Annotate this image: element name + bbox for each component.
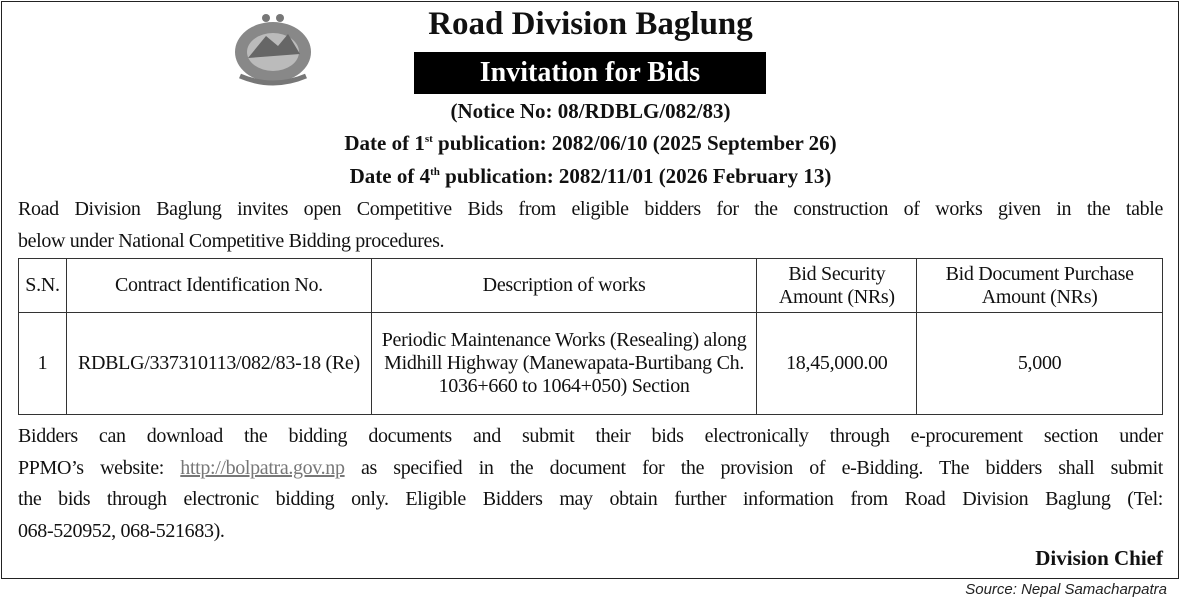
table-header-row xyxy=(19,259,1163,313)
text: publication: 2082/11/01 (2026 February 13) xyxy=(439,164,832,188)
instructions-line: Bidders can download the bidding documents and submit their bids electronically through e-procurement section under xyxy=(18,425,1163,447)
signature: Division Chief xyxy=(1035,546,1163,570)
header-purchase-amount: Bid Document Purchase Amount (NRs) xyxy=(917,259,1163,313)
ifb-banner: Invitation for Bids xyxy=(414,52,766,94)
text: as specified in the document for the provision of e-Bidding. The bidders shall submit xyxy=(344,456,1163,479)
intro-line: below under National Competitive Bidding procedures. xyxy=(18,229,445,252)
header-bid-security: Bid Security Amount (NRs) xyxy=(757,259,917,313)
cell-sn: 1 xyxy=(19,313,67,415)
instructions-line: 068-520952, 068-521683). xyxy=(18,519,225,542)
fourth-publication-date xyxy=(0,164,1181,189)
header-sn: S.N. xyxy=(19,259,67,313)
header-contract-id: Contract Identification No. xyxy=(66,259,371,313)
ordinal: th xyxy=(430,166,440,178)
text: PPMO’s website: xyxy=(18,456,181,479)
instructions-paragraph xyxy=(18,421,1163,547)
bolpatra-link[interactable]: http://bolpatra.gov.np xyxy=(180,456,345,479)
ordinal: st xyxy=(424,133,433,145)
notice-number: (Notice No: 08/RDBLG/082/83) xyxy=(450,99,731,123)
text: Date of 1 xyxy=(344,131,425,155)
intro-paragraph xyxy=(18,194,1163,257)
cell-contract-id: RDBLG/337310113/082/83-18 (Re) xyxy=(66,313,371,415)
cell-bid-security: 18,45,000.00 xyxy=(757,313,917,415)
cell-purchase-amount: 5,000 xyxy=(917,313,1163,415)
cell-description: Periodic Maintenance Works (Resealing) along Midhill Highway (Manewapata-Burtibang Ch. 1036+660 to 1064+050) Section xyxy=(371,313,757,415)
table-row xyxy=(19,313,1163,415)
office-title: Road Division Baglung xyxy=(428,6,753,42)
text: publication: 2082/06/10 (2025 September 26) xyxy=(432,131,837,155)
instructions-line: the bids through electronic bidding only. Eligible Bidders may obtain further information from Road Division Baglung (Tel: xyxy=(18,488,1163,510)
text: Date of 4 xyxy=(349,164,431,188)
intro-line: Road Division Baglung invites open Competitive Bids from eligible bidders for the construction of works given in the table xyxy=(18,198,1163,220)
first-publication-date xyxy=(0,131,1181,156)
instructions-line xyxy=(18,453,1163,485)
works-table xyxy=(18,258,1163,415)
header-description: Description of works xyxy=(371,259,757,313)
source-credit: Source: Nepal Samacharpatra xyxy=(965,581,1167,598)
